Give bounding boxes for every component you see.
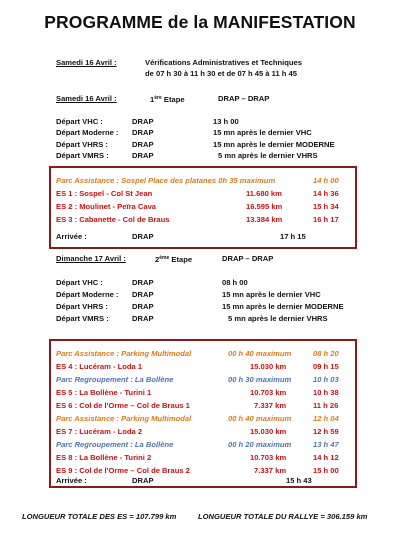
arrival-label: Arrivée : — [56, 476, 87, 485]
es-name: ES 7 : Lucéram - Loda 2 — [56, 427, 143, 436]
es-distance: 7.337 km — [254, 401, 287, 410]
depart-label: Départ Moderne : — [56, 290, 119, 299]
es-distance: 11.680 km — [246, 189, 282, 198]
stage2-route: DRAP – DRAP — [222, 254, 274, 263]
depart-label: Départ Moderne : — [56, 128, 119, 137]
es-name: ES 2 : Moulinet - Peïra Cava — [56, 202, 157, 211]
depart-place: DRAP — [132, 128, 154, 137]
arrival-place: DRAP — [132, 232, 154, 241]
stage1-date: Samedi 16 Avril : — [56, 94, 117, 103]
es-distance: 7.337 km — [254, 466, 287, 475]
depart-label: Départ VMRS : — [56, 151, 109, 160]
es-time: 14 h 12 — [313, 453, 339, 462]
es-name: ES 4 : Lucéram - Loda 1 — [56, 362, 143, 371]
depart-place: DRAP — [132, 117, 154, 126]
depart-place: DRAP — [132, 302, 154, 311]
es-name: ES 1 : Sospel - Col St Jean — [56, 189, 153, 198]
depart-label: Départ VHC : — [56, 278, 103, 287]
depart-label: Départ VHC : — [56, 117, 103, 126]
es-name: ES 3 : Cabanette - Col de Braus — [56, 215, 170, 224]
es-time: 12 h 59 — [313, 427, 339, 436]
arrival-label: Arrivée : — [56, 232, 87, 241]
es-time: 15 h 34 — [313, 202, 339, 211]
parc-time: 14 h 00 — [313, 176, 339, 185]
depart-time: 15 mn après le dernier VHC — [222, 290, 321, 299]
es-distance: 16.595 km — [246, 202, 283, 211]
total-rally-length: LONGUEUR TOTALE DU RALLYE = 306.159 km — [198, 512, 368, 521]
depart-time: 5 mn après le dernier VHRS — [228, 314, 328, 323]
es-time: 16 h 17 — [313, 215, 339, 224]
es-name: ES 8 : La Bollène - Turini 2 — [56, 453, 152, 462]
parc-regroupement: Parc Regroupement : La Bollène — [56, 375, 174, 384]
depart-place: DRAP — [132, 278, 154, 287]
parc-duration: 00 h 40 maximum — [228, 414, 292, 423]
es-distance: 15.030 km — [250, 362, 287, 371]
es-name: ES 9 : Col de l'Orme – Col de Braus 2 — [56, 466, 190, 475]
arrival-place: DRAP — [132, 476, 154, 485]
es-distance: 13.384 km — [246, 215, 283, 224]
verif-line-1: Vérifications Administratives et Techniques — [145, 58, 302, 67]
es-distance: 15.030 km — [250, 427, 287, 436]
es-distance: 10.703 km — [250, 453, 287, 462]
verif-date: Samedi 16 Avril : — [56, 58, 117, 67]
depart-time: 15 mn après le dernier MODERNE — [222, 302, 344, 311]
depart-time: 5 mn après le dernier VHRS — [218, 151, 318, 160]
es-time: 09 h 15 — [313, 362, 339, 371]
arrival-time: 15 h 43 — [286, 476, 312, 485]
arrival-time: 17 h 15 — [280, 232, 306, 241]
parc-assistance: Parc Assistance : Sospel Place des platanes 0h 35 maximum — [56, 176, 276, 185]
regroup-time: 10 h 03 — [313, 375, 339, 384]
regroup-duration: 00 h 20 maximum — [228, 440, 292, 449]
stage1-route: DRAP – DRAP — [218, 94, 270, 103]
depart-label: Départ VMRS : — [56, 314, 109, 323]
parc-regroupement: Parc Regroupement : La Bollène — [56, 440, 174, 449]
depart-time: 08 h 00 — [222, 278, 248, 287]
depart-place: DRAP — [132, 140, 154, 149]
parc-assistance: Parc Assistance : Parking Multimodal — [56, 414, 192, 423]
verif-line-2: de 07 h 30 à 11 h 30 et de 07 h 45 à 11 h 45 — [145, 69, 297, 78]
total-es-length: LONGUEUR TOTALE DES ES = 107.799 km — [22, 512, 177, 521]
es-name: ES 6 : Col de l'Orme – Col de Braus 1 — [56, 401, 190, 410]
parc-time: 12 h 04 — [313, 414, 339, 423]
es-distance: 10.703 km — [250, 388, 287, 397]
es-name: ES 5 : La Bollène - Turini 1 — [56, 388, 152, 397]
es-time: 10 h 38 — [313, 388, 339, 397]
regroup-time: 13 h 47 — [313, 440, 339, 449]
stage1-number: 1ère Etape — [150, 95, 185, 104]
depart-place: DRAP — [132, 151, 154, 160]
stage2-date: Dimanche 17 Avril : — [56, 254, 126, 263]
page-title: PROGRAMME de la MANIFESTATION — [44, 12, 356, 32]
parc-assistance: Parc Assistance : Parking Multimodal — [56, 349, 192, 358]
stage2-number: 2ème Etape — [155, 255, 193, 264]
es-time: 11 h 26 — [313, 401, 339, 410]
depart-place: DRAP — [132, 290, 154, 299]
depart-time: 13 h 00 — [213, 117, 239, 126]
parc-duration: 00 h 40 maximum — [228, 349, 292, 358]
depart-label: Départ VHRS : — [56, 140, 108, 149]
depart-time: 15 mn après le dernier VHC — [213, 128, 312, 137]
regroup-duration: 00 h 30 maximum — [228, 375, 292, 384]
depart-place: DRAP — [132, 314, 154, 323]
depart-time: 15 mn après le dernier MODERNE — [213, 140, 335, 149]
es-time: 14 h 36 — [313, 189, 339, 198]
es-time: 15 h 00 — [313, 466, 339, 475]
parc-time: 08 h 20 — [313, 349, 339, 358]
depart-label: Départ VHRS : — [56, 302, 108, 311]
